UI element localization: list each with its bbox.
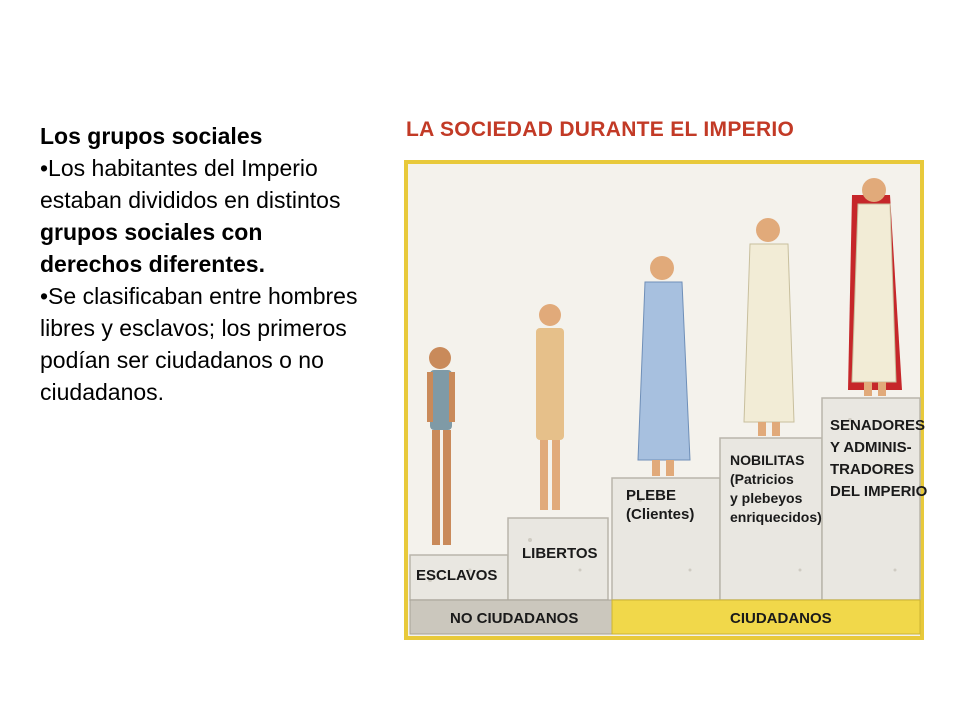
band-no-ciudadanos-label: NO CIUDADANOS [450,610,579,627]
step-label-3-line-0: NOBILITAS [730,452,805,468]
step-label-2-line-0: PLEBE [626,487,677,504]
step-label-0-line-0: ESCLAVOS [416,567,498,584]
paragraph-2: •Se clasificaban entre hombres libres y esclavos; los primeros podían ser ciudadanos o no ciudadanos. [40,283,358,405]
step-label-4-line-0: SENADORES [830,417,926,434]
society-figure [390,100,930,660]
society-illustration [390,100,930,660]
step-label-3-line-3: enriquecidos) [730,509,822,525]
text-block [40,120,370,408]
step-label-4-line-3: DEL IMPERIO [830,483,928,500]
step-label-4-line-2: TRADORES [830,461,915,478]
slide-heading: Los grupos sociales [40,123,263,149]
step-label-0 [416,567,497,584]
step-label-1 [522,545,598,562]
band-ciudadanos-label: CIUDADANOS [730,610,832,627]
figure-title: LA SOCIEDAD DURANTE EL IMPERIO [406,118,795,141]
figure-nobilitas [744,218,794,436]
paragraph-1-text: •Los habitantes del Imperio estaban divididos en distintos [40,155,341,213]
figure-plebe [638,256,690,476]
step-label-4-line-1: Y ADMINIS- [830,439,912,456]
step-label-2-line-1: (Clientes) [626,506,695,523]
paragraph-1 [40,152,370,280]
step-label-3-line-1: (Patricios [730,471,794,487]
paragraph-1-bold: grupos sociales con derechos diferentes. [40,219,265,277]
step-label-3-line-2: y plebeyos [730,490,803,506]
step-label-1-line-0: LIBERTOS [522,545,598,562]
